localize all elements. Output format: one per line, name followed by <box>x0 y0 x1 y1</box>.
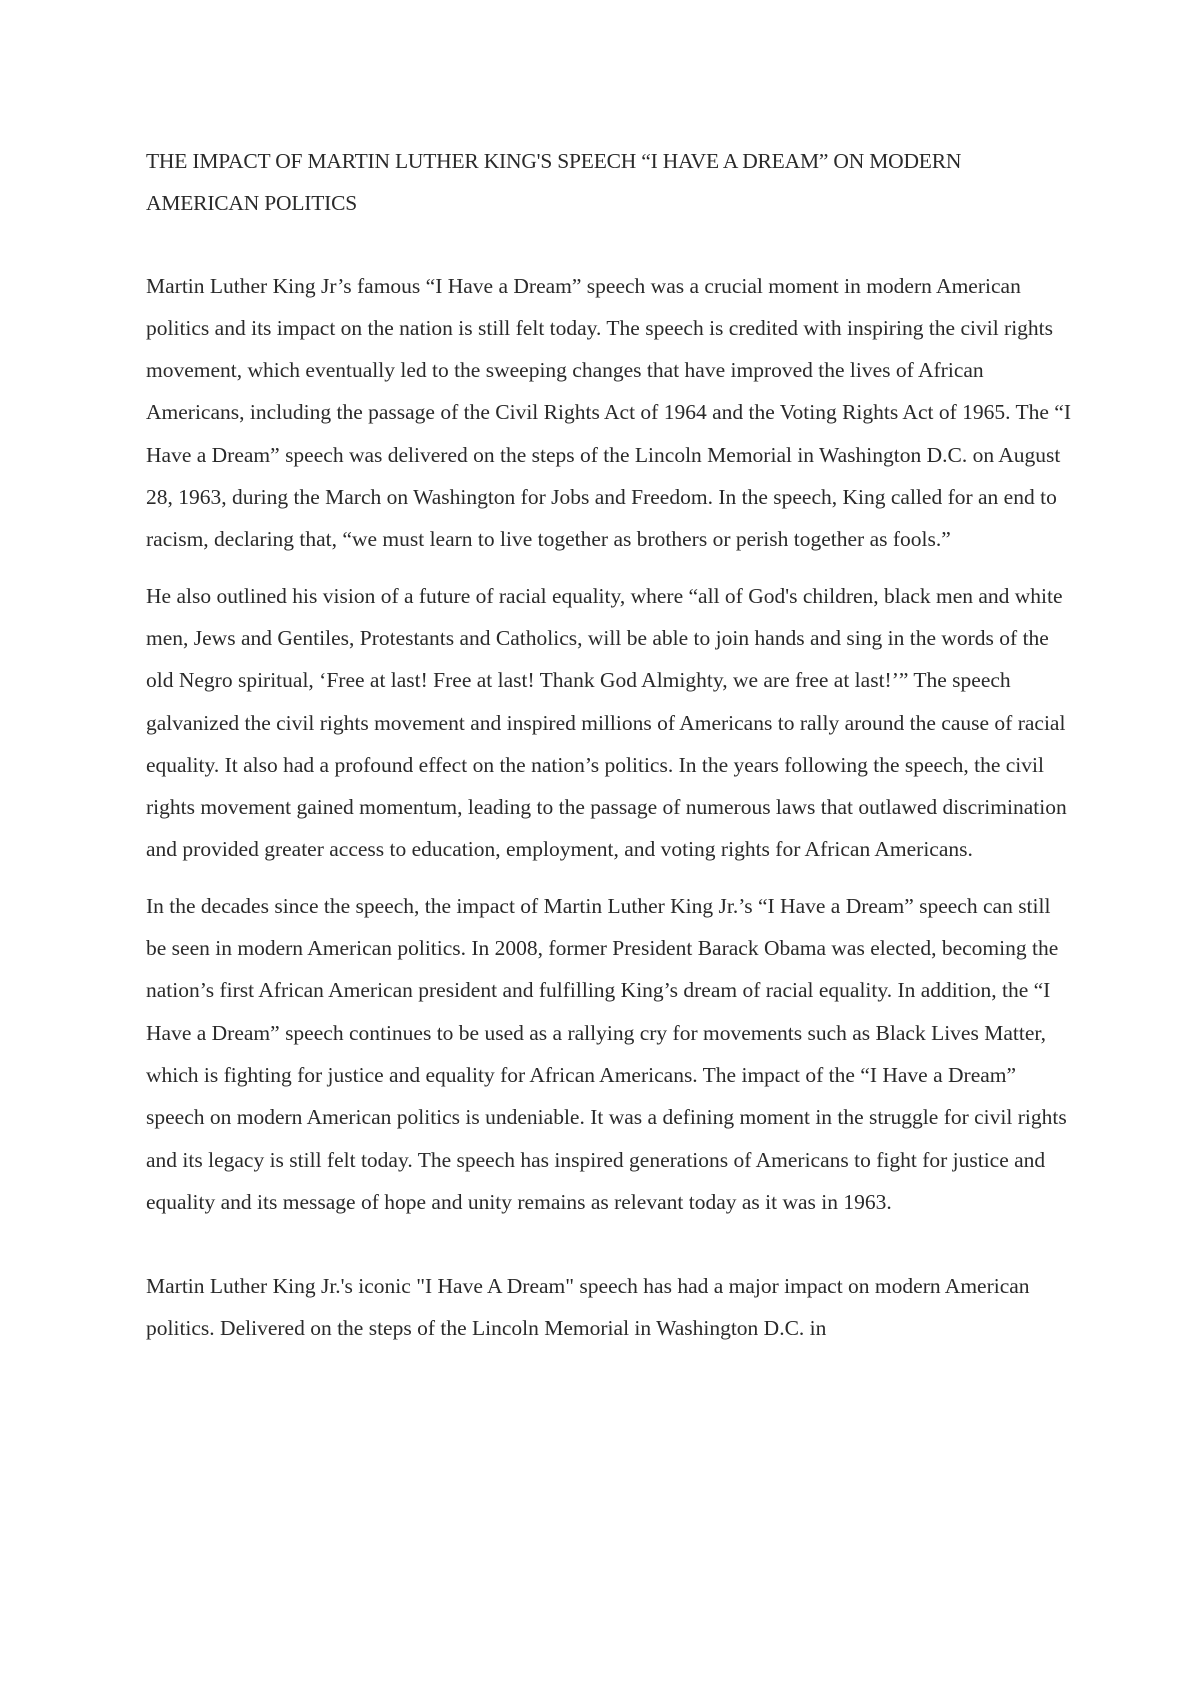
document-title: THE IMPACT OF MARTIN LUTHER KING'S SPEECH “I HAVE A DREAM” ON MODERN AMERICAN POLITICS <box>146 149 962 216</box>
body-paragraph: Martin Luther King Jr’s famous “I Have a Dream” speech was a crucial moment in modern American politics and its impact on the nation is still felt today. The speech is credited with inspiring the civil rights movement, which eventually led to the sweeping changes that have improved the lives of African Americans, including the passage of the Civil Rights Act of 1964 and the Voting Rights Act of 1965. The “I Have a Dream” speech was delivered on the steps of the Lincoln Memorial in Washington D.C. on August 28, 1963, during the March on Washington for Jobs and Freedom. In the speech, King called for an end to racism, declaring that, “we must learn to live together as brothers or perish together as fools.” <box>146 273 1071 552</box>
body-paragraph: In the decades since the speech, the impact of Martin Luther King Jr.’s “I Have a Dream” speech can still be seen in modern American politics. In 2008, former President Barack Obama was elected, becoming the nation’s first African American president and fulfilling King’s dream of racial equality. In addition, the “I Have a Dream” speech continues to be used as a rallying cry for movements such as Black Lives Matter, which is fighting for justice and equality for African Americans. The impact of the “I Have a Dream” speech on modern American politics is undeniable. It was a defining moment in the struggle for civil rights and its legacy is still felt today. The speech has inspired generations of Americans to fight for justice and equality and its message of hope and unity remains as relevant today as it was in 1963. <box>146 893 1067 1214</box>
body-paragraph: Martin Luther King Jr.'s iconic "I Have A Dream" speech has had a major impact on modern American politics. Delivered on the steps of the Lincoln Memorial in Washington D.C. in <box>146 1274 1030 1341</box>
body-paragraph: He also outlined his vision of a future of racial equality, where “all of God's children, black men and white men, Jews and Gentiles, Protestants and Catholics, will be able to join hands and sing in the words of the old Negro spiritual, ‘Free at last! Free at last! Thank God Almighty, we are free at last!’” The speech galvanized the civil rights movement and inspired millions of Americans to rally around the cause of racial equality. It also had a profound effect on the nation’s politics. In the years following the speech, the civil rights movement gained momentum, leading to the passage of numerous laws that outlawed discrimination and provided greater access to education, employment, and voting rights for African Americans. <box>146 583 1067 862</box>
document-body <box>146 140 1076 1364</box>
